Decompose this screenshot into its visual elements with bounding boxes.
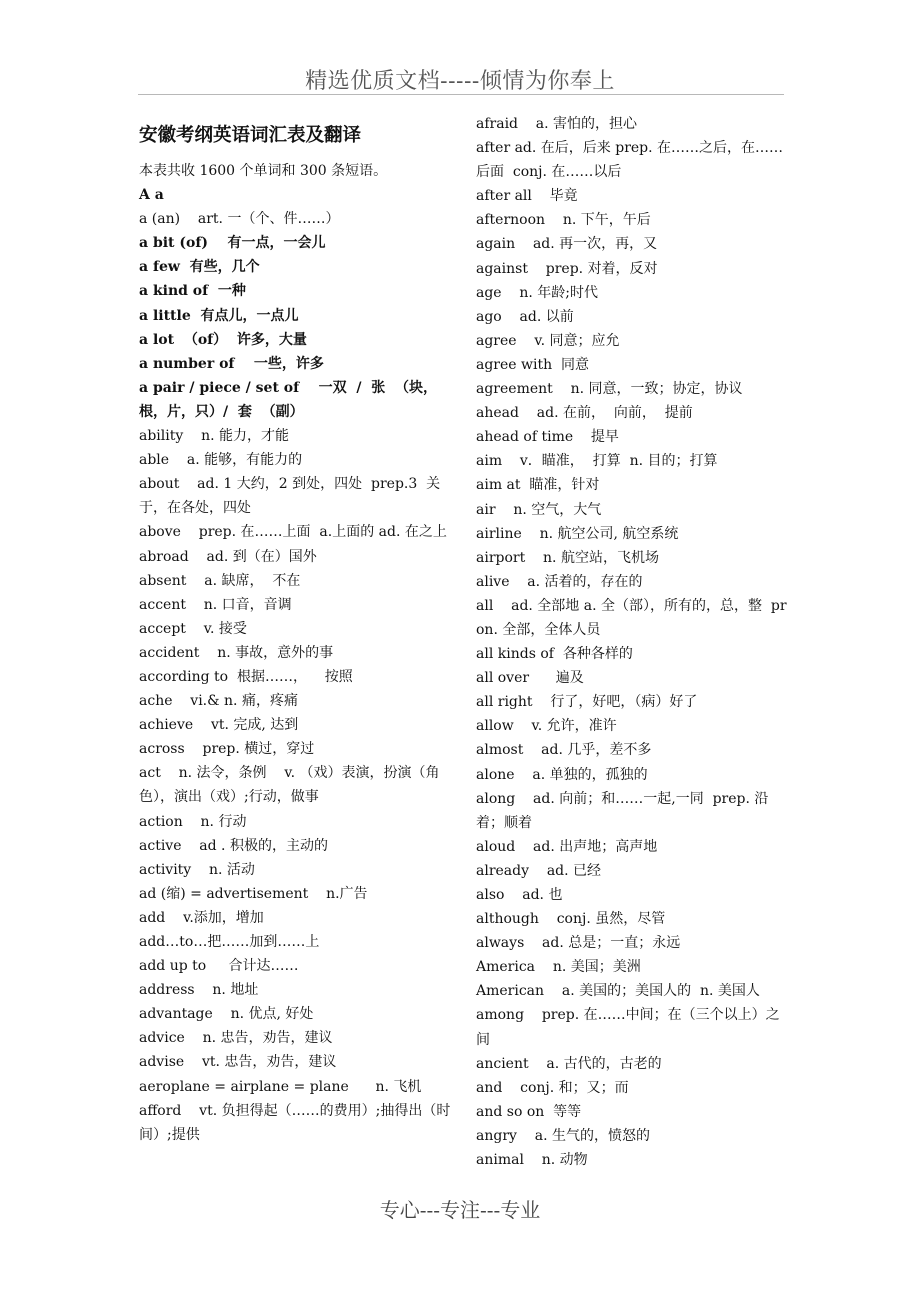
vocab-entry: aim v．瞄准， 打算 n. 目的；打算: [476, 453, 718, 470]
vocab-entry: above prep. 在……上面 a.上面的 ad. 在之上: [139, 524, 447, 541]
vocab-entry: aeroplane = airplane = plane n. 飞机: [139, 1078, 422, 1095]
vocab-entry: aim at 瞄准，针对: [476, 477, 600, 494]
right-column: [476, 112, 790, 1172]
left-entry-list: [139, 183, 453, 1147]
vocab-entry: ahead ad. 在前， 向前， 提前: [476, 405, 693, 422]
vocab-entry: airport n. 航空站，飞机场: [476, 549, 659, 566]
vocab-entry: against prep. 对着，反对: [476, 260, 658, 277]
vocab-entry: after all 毕竟: [476, 188, 578, 205]
vocab-entry: along ad. 向前；和……一起,一同 prep. 沿着；顺着: [476, 790, 769, 831]
vocab-entry: a few 有些，几个: [139, 259, 260, 276]
vocab-entry: ancient a. 古代的，古老的: [476, 1055, 662, 1072]
vocab-entry: a pair / piece / set of 一双 / 张 （块，根，片，只）/ 套 （副）: [139, 379, 438, 420]
vocab-entry: after ad. 在后，后来 prep. 在……之后，在……后面 conj. 在……以后: [476, 140, 784, 181]
vocab-entry: also ad. 也: [476, 887, 563, 903]
vocab-entry: angry a. 生气的，愤怒的: [476, 1127, 650, 1144]
vocab-entry: all kinds of 各种各样的: [476, 646, 633, 663]
vocab-entry: achieve vt. 完成, 达到: [139, 717, 299, 734]
vocab-entry: a (an) art. 一（个、件……）: [139, 211, 340, 228]
vocab-entry: according to 根据……， 按照: [139, 668, 353, 685]
vocab-entry: all right 行了，好吧，（病）好了: [476, 694, 698, 711]
vocab-entry: a number of 一些，许多: [139, 355, 324, 372]
vocab-entry: a little 有点儿，一点儿: [139, 307, 299, 324]
vocab-entry: add v.添加，增加: [139, 909, 264, 926]
vocab-entry: among prep. 在……中间；在（三个以上）之间: [476, 1007, 780, 1048]
right-entry-list: [476, 112, 790, 1172]
vocab-entry: afternoon n. 下午，午后: [476, 212, 651, 229]
vocab-entry: America n. 美国；美洲: [476, 959, 641, 976]
vocab-entry: advantage n. 优点, 好处: [139, 1006, 314, 1023]
vocab-entry: add…to…把……加到……上: [139, 934, 320, 950]
vocab-entry: afraid a. 害怕的，担心: [476, 116, 638, 132]
vocab-entry: accept v. 接受: [139, 620, 247, 637]
vocab-entry: aloud ad. 出声地；高声地: [476, 838, 658, 855]
vocab-entry: alone a. 单独的，孤独的: [476, 766, 648, 783]
page-header: 精选优质文档-----倾情为你奉上: [305, 69, 615, 94]
vocab-entry: action n. 行动: [139, 813, 247, 830]
intro-text: 本表共收 1600 个单词和 300 条短语。: [139, 163, 388, 179]
vocab-entry: again ad. 再一次，再，又: [476, 236, 658, 253]
vocab-entry: already ad. 已经: [476, 862, 602, 879]
vocab-entry: a bit (of) 有一点，一会儿: [139, 235, 326, 252]
vocab-entry: almost ad. 几乎，差不多: [476, 742, 652, 759]
page-footer: 专心---专注---专业: [379, 1198, 541, 1222]
vocab-entry: accent n. 口音，音调: [139, 596, 292, 613]
vocab-entry: agree with 同意: [476, 356, 590, 373]
vocab-entry: and so on 等等: [476, 1103, 582, 1120]
header-rule: [138, 94, 784, 95]
vocab-entry: a lot （of） 许多，大量: [139, 331, 307, 348]
vocab-entry: accident n. 事故，意外的事: [139, 644, 334, 661]
vocab-entry: ability n. 能力，才能: [139, 428, 289, 445]
vocab-entry: agree v. 同意；应允: [476, 332, 620, 349]
vocab-entry: active ad . 积极的，主动的: [139, 837, 328, 854]
vocab-entry: ago ad. 以前: [476, 308, 574, 325]
document-title: 安徽考纲英语词汇表及翻译: [139, 125, 362, 146]
vocab-entry: able a. 能够，有能力的: [139, 452, 303, 469]
vocab-entry: ahead of time 提早: [476, 429, 619, 446]
vocab-entry: activity n. 活动: [139, 861, 255, 878]
vocab-entry: agreement n. 同意，一致；协定，协议: [476, 381, 743, 398]
vocab-entry: across prep. 横过，穿过: [139, 741, 315, 758]
vocab-entry: always ad. 总是；一直；永远: [476, 935, 681, 952]
vocab-entry: a kind of 一种: [139, 283, 246, 300]
vocab-entry: alive a. 活着的，存在的: [476, 573, 643, 590]
vocab-entry: although conj. 虽然，尽管: [476, 911, 666, 928]
vocab-entry: age n. 年龄;时代: [476, 284, 599, 301]
vocab-entry: abroad ad. 到（在）国外: [139, 548, 317, 565]
vocab-entry: air n. 空气，大气: [476, 501, 602, 518]
vocab-entry: animal n. 动物: [476, 1152, 588, 1169]
vocab-entry: A a: [139, 187, 164, 204]
vocab-entry: ache vi.& n. 痛，疼痛: [139, 693, 298, 710]
vocab-entry: advise vt. 忠告，劝告，建议: [139, 1054, 337, 1071]
vocab-entry: add up to 合计达……: [139, 958, 299, 975]
vocab-entry: address n. 地址: [139, 982, 259, 999]
vocab-entry: about ad. 1 大约，2 到处，四处 prep.3 关于，在各处，四处: [139, 476, 441, 517]
vocab-entry: airline n. 航空公司, 航空系统: [476, 525, 679, 542]
vocab-entry: all over 遍及: [476, 670, 584, 687]
vocab-entry: and conj. 和；又；而: [476, 1079, 629, 1096]
vocab-entry: ad (缩) = advertisement n.广告: [139, 885, 368, 902]
vocab-entry: absent a. 缺席， 不在: [139, 572, 301, 589]
vocab-entry: advice n. 忠告，劝告，建议: [139, 1030, 333, 1047]
left-column: [139, 112, 453, 1147]
vocab-entry: afford vt. 负担得起（……的费用）;抽得出（时间）;提供: [139, 1102, 451, 1143]
vocab-entry: allow v. 允许，准许: [476, 718, 617, 735]
vocab-entry: all ad. 全部地 a. 全（部），所有的，总，整 pron. 全部，全体人员: [476, 597, 787, 638]
vocab-entry: American a. 美国的；美国人的 n. 美国人: [476, 983, 760, 1000]
vocab-entry: act n. 法令，条例 v. （戏）表演，扮演（角色），演出（戏）;行动，做事: [139, 765, 440, 806]
